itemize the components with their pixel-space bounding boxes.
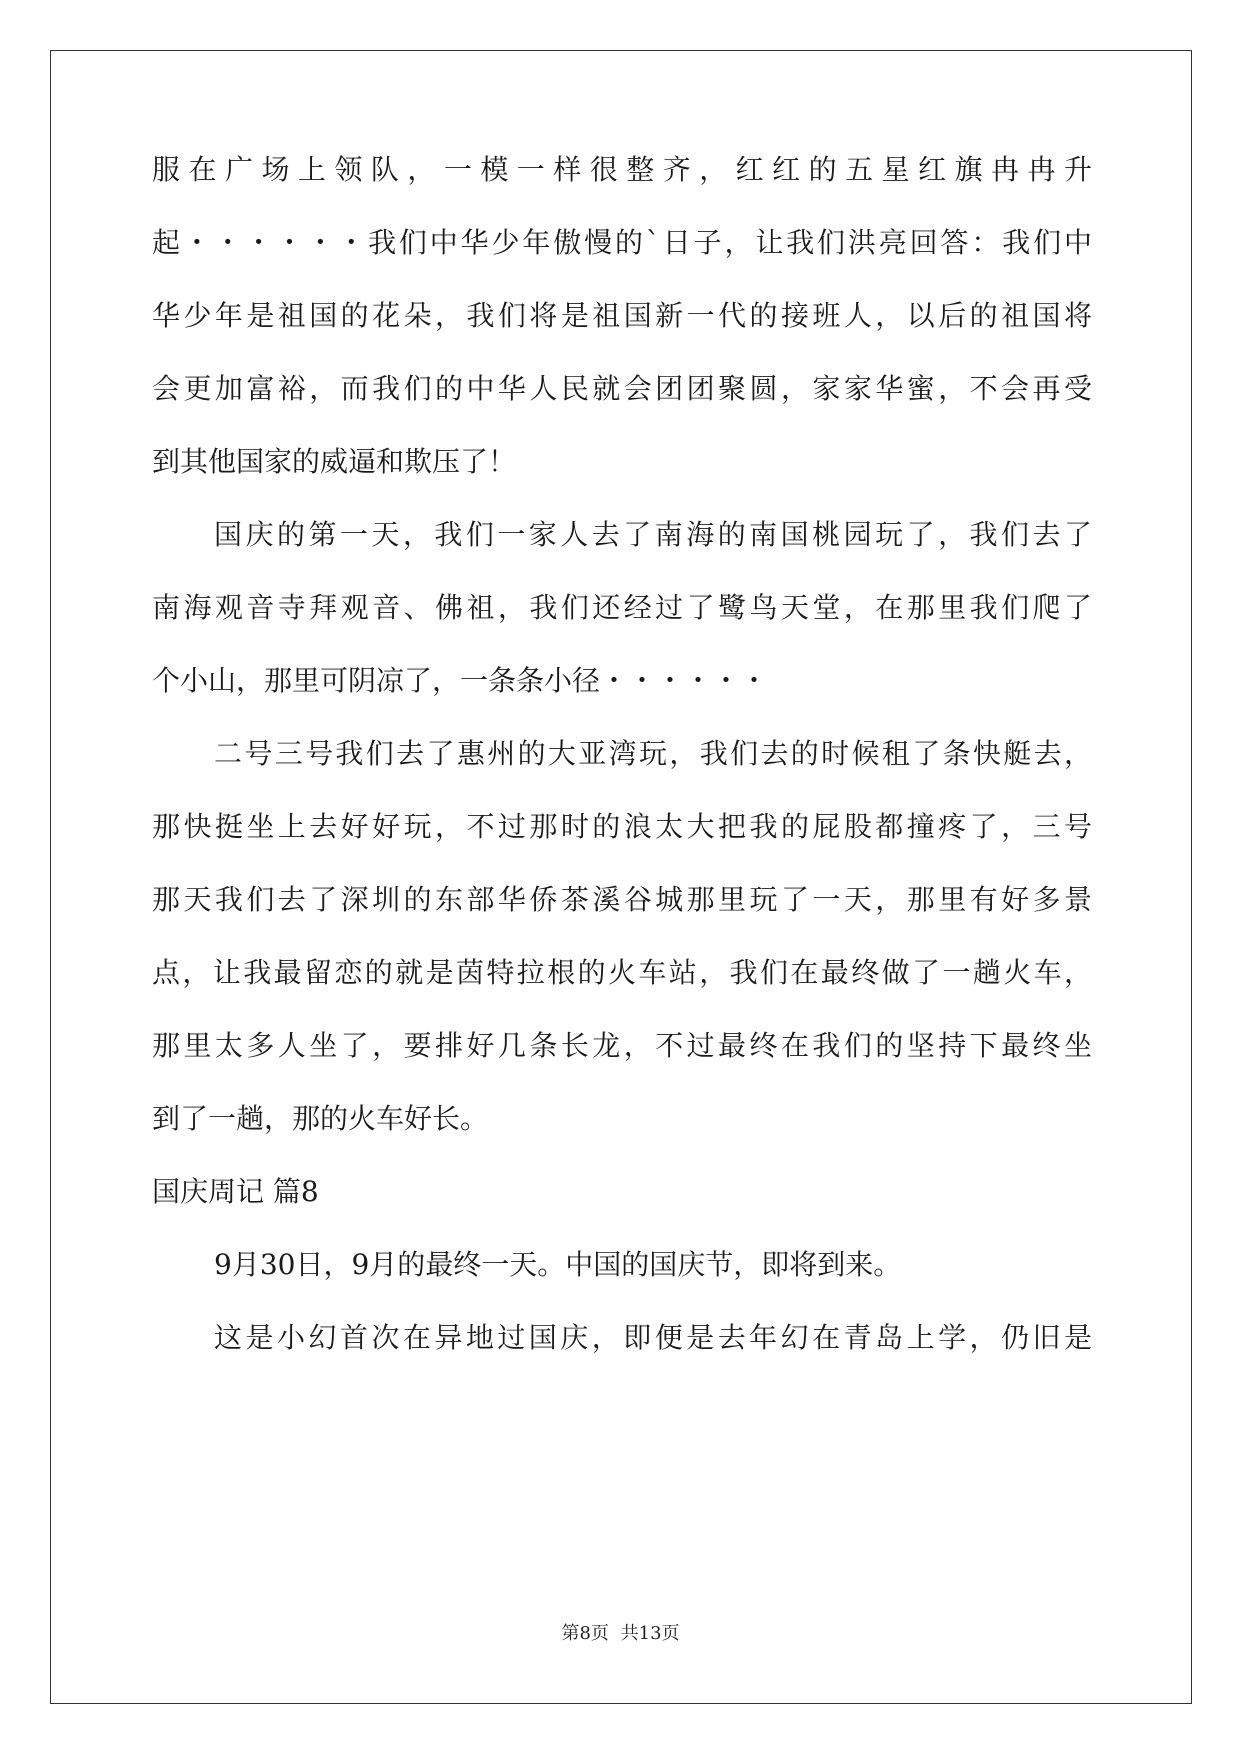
text-line: 起・・・・・・我们中华少年傲慢的`日子，让我们洪亮回答：我们中 [152, 226, 1092, 259]
text-line: 到其他国家的威逼和欺压了！ [152, 445, 517, 478]
text-line: 到了一趟，那的火车好长。 [152, 1102, 489, 1135]
text-line: 会更加富裕，而我们的中华人民就会团团聚圆，家家华蜜，不会再受 [152, 372, 1092, 405]
text-line: 点，让我最留恋的就是茵特拉根的火车站，我们在最终做了一趟火车， [152, 956, 1092, 989]
paragraph-first-line: 二号三号我们去了惠州的大亚湾玩，我们去的时候租了条快艇去， [214, 737, 1092, 770]
paragraph-first-line: 这是小幻首次在异地过国庆，即便是去年幻在青岛上学，仍旧是 [214, 1321, 1092, 1354]
paragraph-first-line: 9月30日，9月的最终一天。中国的国庆节，即将到来。 [214, 1248, 902, 1281]
text-line: 那天我们去了深圳的东部华侨茶溪谷城那里玩了一天，那里有好多景 [152, 883, 1092, 916]
section-heading: 国庆周记 篇8 [152, 1175, 319, 1208]
page-number-footer: 第8页 共13页 [561, 1623, 680, 1644]
text-line: 南海观音寺拜观音、佛祖，我们还经过了鹭鸟天堂，在那里我们爬了 [152, 591, 1092, 624]
text-line: 华少年是祖国的花朵，我们将是祖国新一代的接班人，以后的祖国将 [152, 299, 1092, 332]
text-line: 那里太多人坐了，要排好几条长龙，不过最终在我们的坚持下最终坐 [152, 1029, 1092, 1062]
paragraph-first-line: 国庆的第一天，我们一家人去了南海的南国桃园玩了，我们去了 [214, 518, 1092, 551]
text-line: 服在广场上领队，一模一样很整齐，红红的五星红旗冉冉升 [152, 153, 1092, 186]
text-line: 个小山，那里可阴凉了，一条条小径・・・・・・ [152, 664, 769, 697]
text-line: 那快挺坐上去好好玩，不过那时的浪太大把我的屁股都撞疼了，三号 [152, 810, 1092, 843]
